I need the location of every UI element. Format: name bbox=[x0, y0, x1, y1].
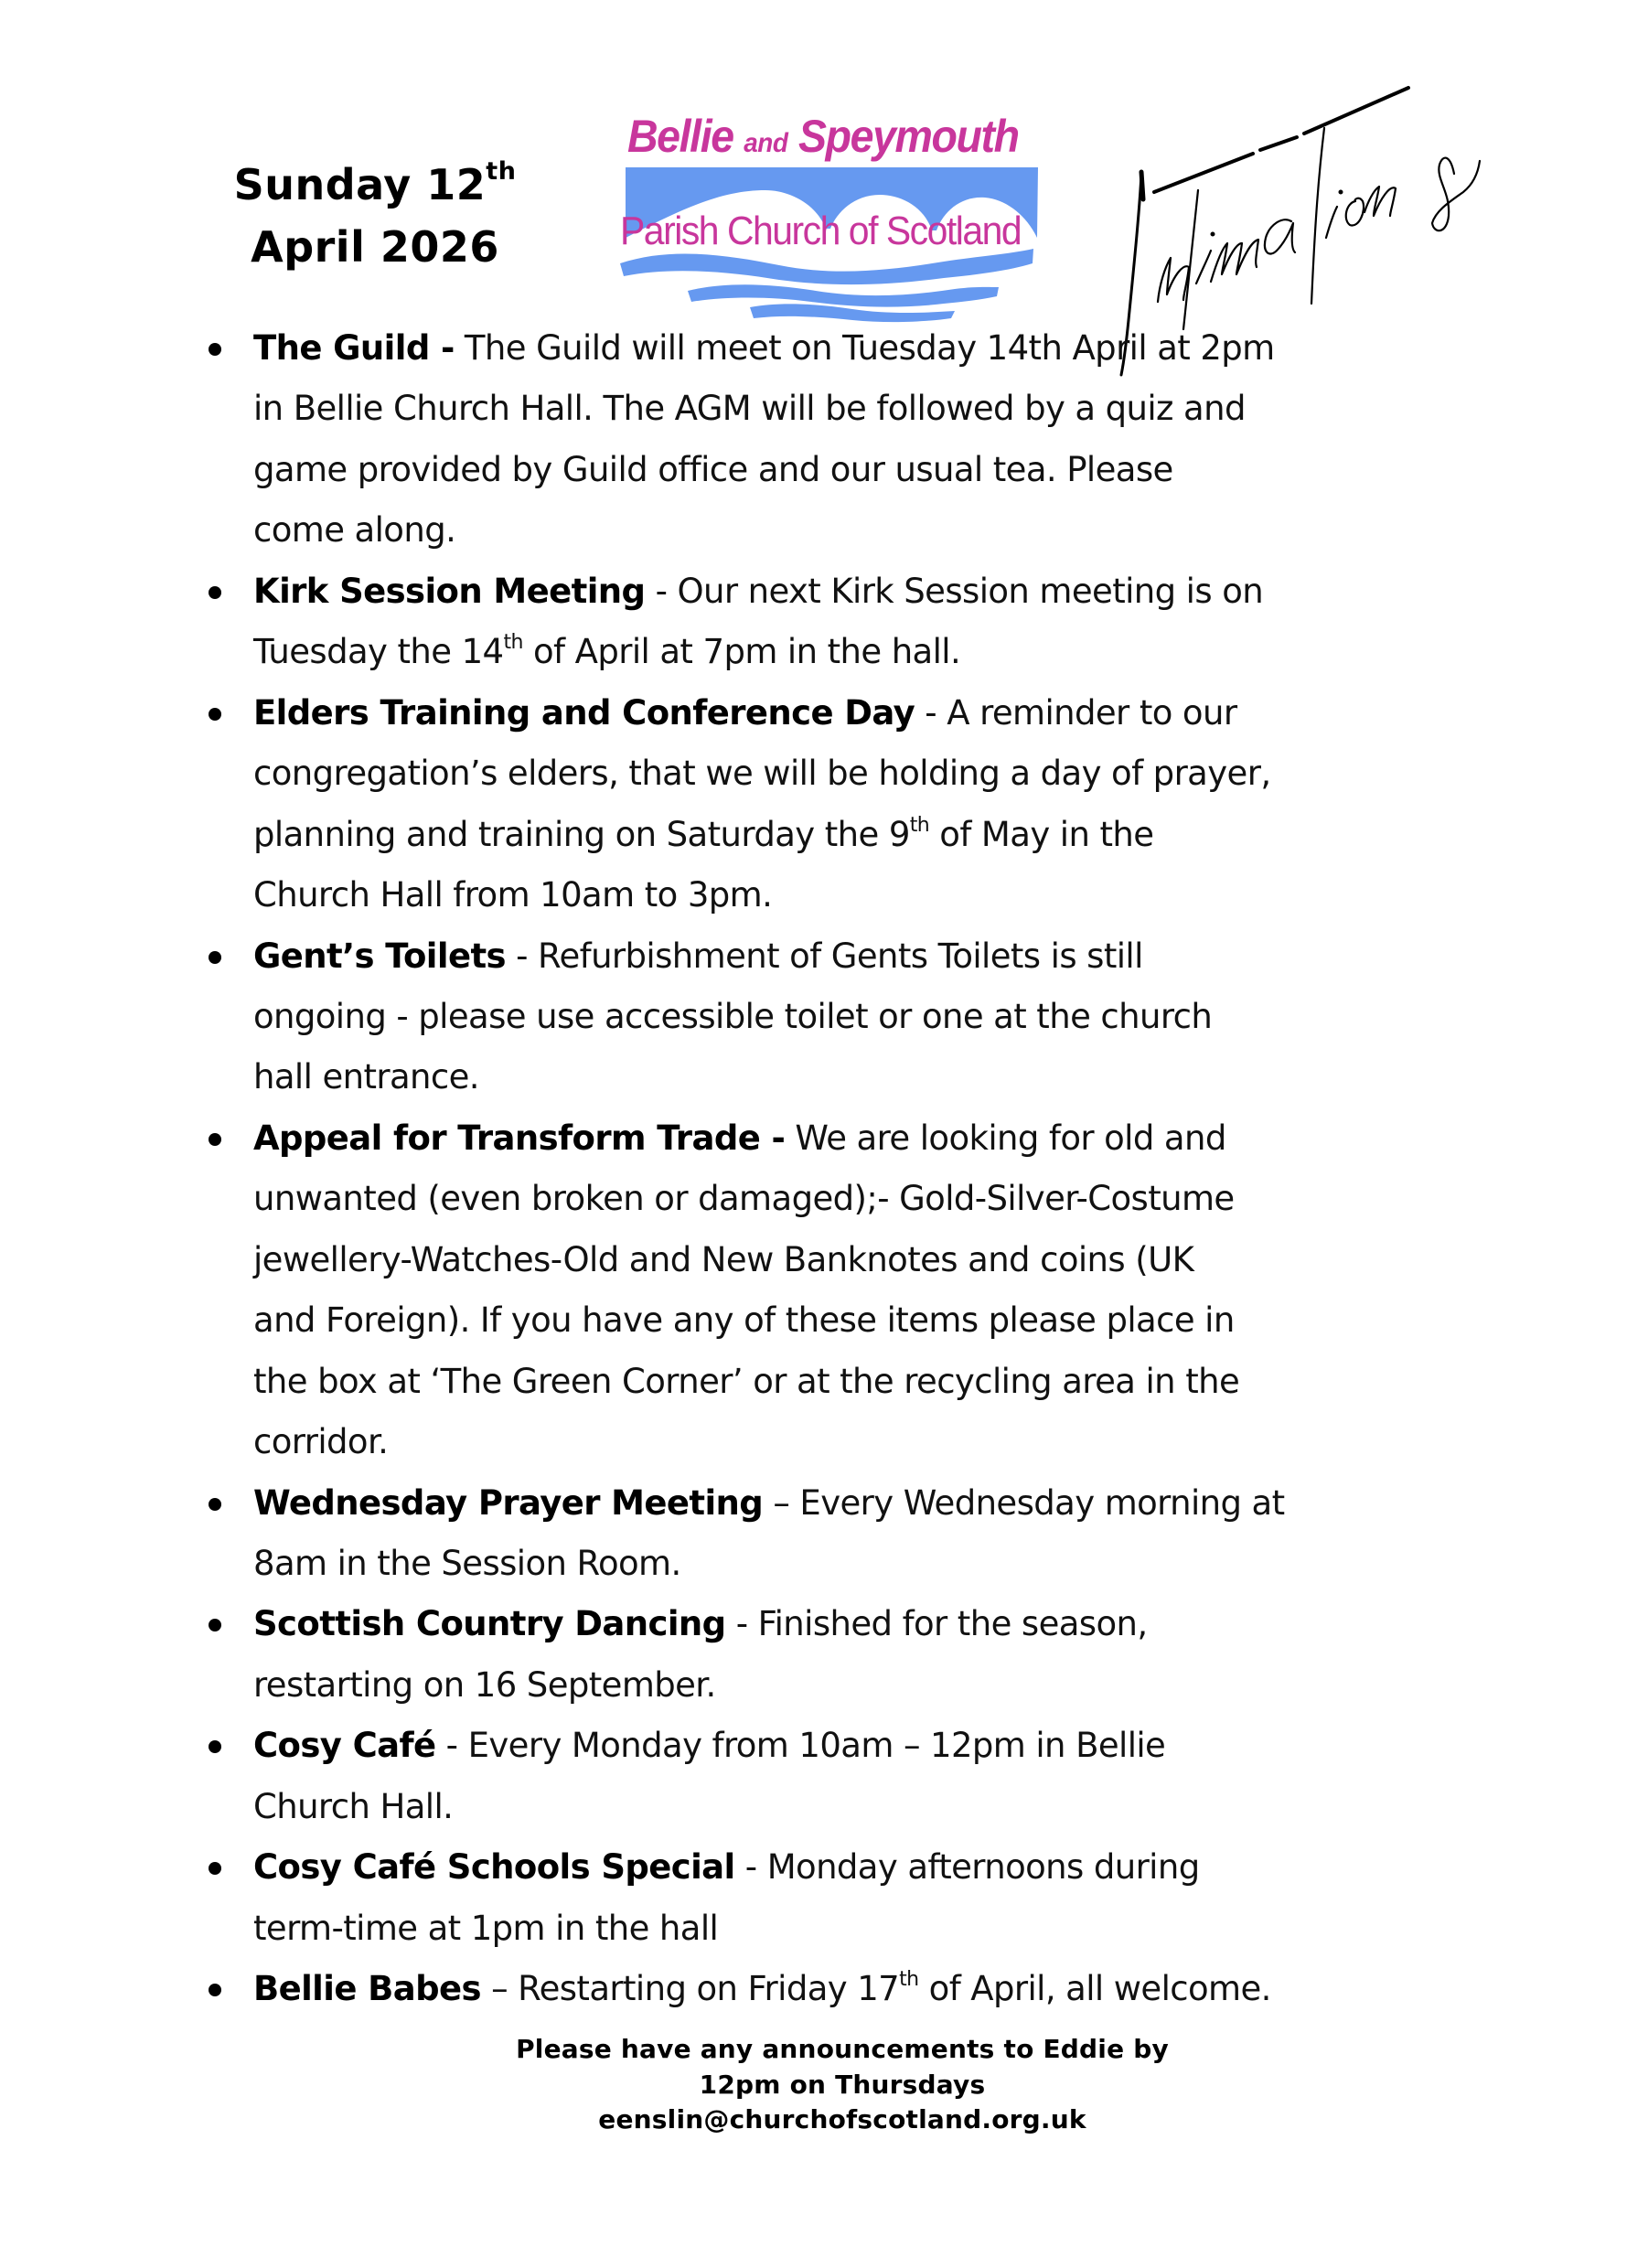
script-crossbar bbox=[1154, 88, 1408, 192]
announcement-text-line bbox=[253, 875, 772, 915]
logo-title bbox=[627, 110, 1019, 163]
announcement-text: congregation’s elders, that we will be holding a day of prayer, bbox=[253, 754, 1271, 794]
announcement-text-line bbox=[253, 450, 1173, 490]
bullet-icon bbox=[209, 343, 221, 356]
announcement-text-line bbox=[253, 1422, 388, 1462]
footer-email[interactable]: eenslin@churchofscotland.org.uk bbox=[598, 2104, 1086, 2134]
announcement-text: corridor. bbox=[253, 1422, 389, 1462]
announcement-text-line bbox=[253, 632, 960, 672]
script-letter-t2-stem bbox=[1311, 128, 1324, 304]
script-letter-t-stem bbox=[1183, 190, 1198, 329]
announcement-text-line bbox=[253, 1787, 453, 1827]
footer-line-1: Please have any announcements to Eddie by bbox=[516, 2034, 1169, 2064]
bullet-icon bbox=[209, 1619, 221, 1631]
announcement-heading-line bbox=[253, 1483, 1285, 1524]
bullet-icon bbox=[209, 586, 221, 599]
date-day: Sunday 12 bbox=[233, 160, 487, 209]
announcement-text: - A reminder to our bbox=[915, 692, 1237, 733]
announcement-title: Wednesday Prayer Meeting bbox=[253, 1482, 764, 1523]
script-letter-n bbox=[1158, 258, 1189, 302]
script-dot-i2 bbox=[1339, 190, 1343, 194]
announcement-text: – Every Wednesday morning at bbox=[763, 1482, 1285, 1523]
announcement-title: Appeal for Transform Trade - bbox=[253, 1118, 786, 1158]
announcement-text: - Monday afternoons during bbox=[734, 1847, 1200, 1888]
announcement-text: game provided by Guild office and our usual tea. Please bbox=[253, 449, 1173, 489]
announcement-text: Church Hall from 10am to 3pm. bbox=[253, 875, 773, 915]
announcement-text: the box at ‘The Green Corner’ or at the recycling area in the bbox=[253, 1361, 1240, 1401]
announcement-heading-line bbox=[253, 1118, 1226, 1159]
script-letter-n2 bbox=[1364, 187, 1396, 216]
date-ordinal-suffix: th bbox=[486, 157, 517, 186]
announcement-title: Cosy Café Schools Special bbox=[253, 1847, 735, 1888]
announcement-heading-line bbox=[253, 328, 1275, 369]
bullet-icon bbox=[209, 951, 221, 964]
announcement-text: term-time at 1pm in the hall bbox=[253, 1908, 719, 1948]
announcement-text: Church Hall. bbox=[253, 1786, 454, 1826]
announcement-text: Tuesday the 14 bbox=[253, 632, 504, 672]
announcement-heading-line bbox=[253, 1847, 1200, 1888]
bullet-icon bbox=[209, 1984, 221, 1996]
bullet-icon bbox=[209, 1133, 221, 1146]
announcement-title: Bellie Babes bbox=[253, 1969, 481, 2009]
announcement-text: restarting on 16 September. bbox=[253, 1664, 716, 1705]
announcement-text: The Guild will meet on Tuesday 14th April at 2pm bbox=[454, 328, 1275, 368]
announcement-heading-line bbox=[253, 1726, 1165, 1766]
announcement-heading-line bbox=[253, 572, 1263, 612]
script-letter-i2 bbox=[1326, 207, 1337, 238]
bullet-icon bbox=[209, 708, 221, 721]
announcement-heading-line bbox=[253, 936, 1143, 977]
ordinal-suffix: th bbox=[899, 1968, 919, 1992]
announcement-text: planning and training on Saturday the 9 bbox=[253, 814, 910, 854]
bullet-icon bbox=[209, 1498, 221, 1511]
bullet-icon bbox=[209, 1740, 221, 1753]
service-date bbox=[210, 154, 540, 278]
announcement-text-line bbox=[253, 1362, 1239, 1402]
announcement-text: - Finished for the season, bbox=[725, 1604, 1148, 1644]
script-letter-i bbox=[1196, 251, 1211, 284]
announcement-text-line bbox=[253, 1179, 1235, 1219]
logo-subtitle: Parish Church of Scotland bbox=[620, 209, 1022, 253]
announcement-title: Scottish Country Dancing bbox=[253, 1604, 726, 1644]
announcement-text: come along. bbox=[253, 510, 456, 551]
announcement-text: – Restarting on Friday 17 bbox=[480, 1969, 900, 2009]
announcement-title: Kirk Session Meeting bbox=[253, 571, 646, 611]
announcement-text-line bbox=[253, 1909, 718, 1949]
announcement-text: of April, all welcome. bbox=[918, 1969, 1271, 2009]
announcement-text-line bbox=[253, 389, 1246, 429]
footer-note bbox=[385, 2032, 1300, 2138]
script-letter-i-tick bbox=[1141, 172, 1143, 199]
announcement-text: of May in the bbox=[929, 814, 1154, 854]
script-letter-a bbox=[1265, 219, 1295, 253]
announcement-heading-line bbox=[253, 1969, 1271, 2009]
announcement-heading-line bbox=[253, 1604, 1148, 1644]
announcement-text-line bbox=[253, 1665, 716, 1706]
announcement-text: - Refurbishment of Gents Toilets is still bbox=[505, 936, 1143, 976]
announcement-text: in Bellie Church Hall. The AGM will be followed by a quiz and bbox=[253, 389, 1246, 429]
announcement-text: of April at 7pm in the hall. bbox=[522, 632, 961, 672]
script-letter-o bbox=[1346, 198, 1364, 226]
announcement-text: unwanted (even broken or damaged);- Gold-Silver-Costume bbox=[253, 1179, 1235, 1219]
script-dot-i bbox=[1211, 232, 1215, 236]
script-letter-m bbox=[1211, 240, 1258, 282]
ordinal-suffix: th bbox=[909, 813, 930, 837]
announcement-text-line bbox=[253, 1300, 1235, 1341]
announcement-title: Cosy Café bbox=[253, 1726, 436, 1766]
announcement-text-line bbox=[253, 815, 1153, 855]
script-letter-s bbox=[1432, 158, 1480, 231]
announcement-text: and Foreign). If you have any of these items please place in bbox=[253, 1300, 1235, 1341]
announcement-text-line bbox=[253, 1240, 1193, 1280]
announcement-text: 8am in the Session Room. bbox=[253, 1544, 681, 1583]
announcement-title: Gent’s Toilets bbox=[253, 936, 506, 976]
announcement-text: hall entrance. bbox=[253, 1057, 479, 1097]
announcement-text: We are looking for old and bbox=[785, 1118, 1226, 1158]
bullet-icon bbox=[209, 1862, 221, 1875]
announcement-text-line bbox=[253, 510, 455, 551]
logo-title-and: and bbox=[744, 128, 788, 158]
announcement-heading-line bbox=[253, 693, 1236, 733]
logo-wave-3 bbox=[750, 304, 955, 322]
announcement-title: The Guild - bbox=[253, 328, 455, 368]
logo-title-speymouth: Speymouth bbox=[797, 111, 1019, 162]
announcement-text-line bbox=[253, 997, 1212, 1037]
announcement-text: jewellery-Watches-Old and New Banknotes and coins (UK bbox=[253, 1239, 1194, 1279]
church-logo bbox=[615, 101, 1054, 329]
announcement-text-line bbox=[253, 754, 1271, 794]
announcement-text: ongoing - please use accessible toilet or one at the church bbox=[253, 996, 1213, 1036]
announcement-text: - Every Monday from 10am – 12pm in Bellie bbox=[435, 1726, 1166, 1766]
announcement-text-line bbox=[253, 1544, 681, 1584]
announcement-title: Elders Training and Conference Day bbox=[253, 692, 915, 733]
ordinal-suffix: th bbox=[503, 631, 523, 655]
logo-wave-2 bbox=[688, 284, 999, 306]
announcement-text-line bbox=[253, 1057, 479, 1097]
footer-line-2: 12pm on Thursdays bbox=[699, 2069, 986, 2100]
date-line-2: April 2026 bbox=[251, 222, 499, 272]
date-line-1 bbox=[210, 154, 540, 216]
announcement-text: - Our next Kirk Session meeting is on bbox=[645, 571, 1264, 611]
logo-title-bellie: Bellie bbox=[627, 111, 733, 162]
